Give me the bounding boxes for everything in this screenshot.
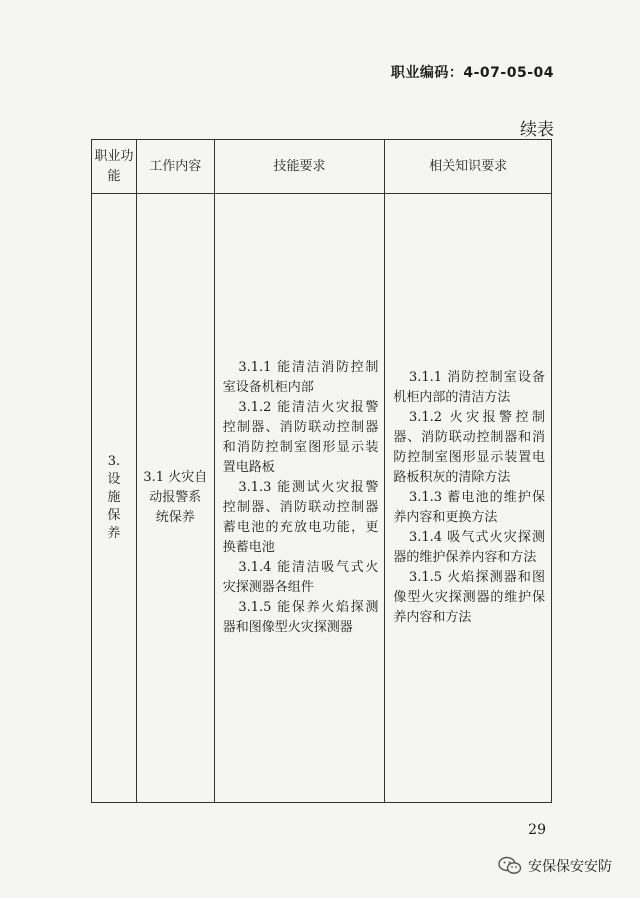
- skill-item: 3.1.2 能清洁火灾报警控制器、消防联动控制器和消防控制室图形显示装置电路板: [222, 400, 379, 475]
- brand-name: 安保保安安防: [528, 859, 612, 875]
- header-work-content: 工作内容: [136, 140, 214, 194]
- knowledge-item: 3.1.4 吸气式火灾探测器的维护保养内容和方法: [393, 530, 545, 565]
- table-row: [92, 194, 552, 803]
- skill-item: 3.1.1 能清洁消防控制室设备机柜内部: [222, 360, 379, 395]
- knowledge-item: 3.1.2 火灾报警控制器、消防联动控制器和消防控制室图形显示装置电路板积灰的清除方法: [393, 410, 545, 485]
- knowledge-item: 3.1.1 消防控制室设备机柜内部的清洁方法: [393, 370, 545, 405]
- skill-item: 3.1.3 能测试火灾报警控制器、消防联动控制器蓄电池的充放电功能，更换蓄电池: [222, 480, 379, 555]
- continued-label: 续表: [520, 120, 554, 140]
- header-knowledge-requirements: 相关知识要求: [385, 140, 552, 194]
- brand-watermark: [498, 856, 612, 876]
- wechat-icon: [498, 856, 522, 876]
- table-header-row: [92, 140, 552, 194]
- requirements-table: [91, 139, 552, 803]
- work-content-cell: 3.1 火灾自动报警系统保养: [136, 194, 214, 803]
- knowledge-item: 3.1.3 蓄电池的维护保养内容和更换方法: [393, 490, 545, 525]
- knowledge-item: 3.1.5 火焰探测器和图像型火灾探测器的维护保养内容和方法: [393, 570, 545, 625]
- page-number: 29: [528, 822, 546, 838]
- function-cell: [92, 194, 137, 803]
- function-text: 3.设施保养: [107, 453, 121, 541]
- occupation-code: 职业编码：4-07-05-04: [390, 65, 554, 81]
- header-function: 职业功能: [92, 140, 137, 194]
- header-skill-requirements: 技能要求: [214, 140, 385, 194]
- skill-item: 3.1.5 能保养火焰探测器和图像型火灾探测器: [222, 600, 379, 635]
- knowledge-cell: [385, 194, 552, 803]
- skill-item: 3.1.4 能清洁吸气式火灾探测器各组件: [222, 560, 379, 595]
- skill-cell: [214, 194, 385, 803]
